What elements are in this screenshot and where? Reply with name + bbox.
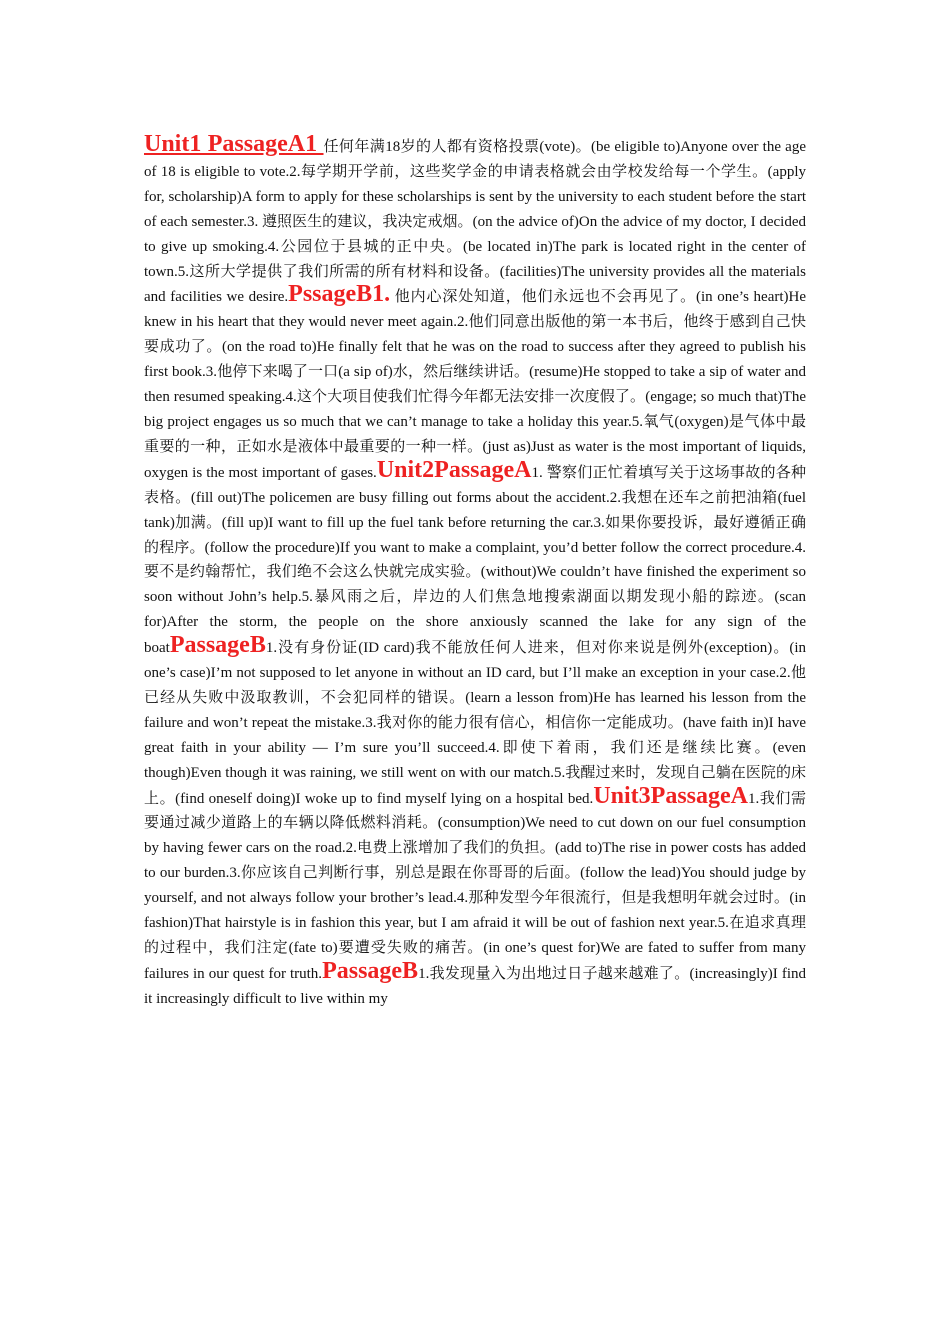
paragraph-unit1-a1: 任何年满18岁的人都有资格投票(vote)。(be eligible to)Anyone over the age of 18 is eligible to vote.2.每学期开学前，这些奖学金的申请表格就会由学校发给每一个学生。(apply for, scholarship)A form to apply for these scholarships is sent by the university to each student before the start of each semester.3. 遵照医生的建议，我决定戒烟。(on the advice of)On the advice of my doctor, I decided to give up smoking.4.公园位于县城的正中央。(be located in)The park is located right in the center of town.5.这所大学提供了我们所需的所有材料和设备。(facilities)The university provides all the materials and facilities we desire. <box>144 139 806 306</box>
paragraph-unit1-b1: 他内心深处知道，他们永远也不会再见了。(in one’s heart)He knew in his heart that they would never meet again.2.他们同意出版他的第一本书后，他终于感到自己快要成功了。(on the road to)He finally felt that he was on the road to success after they agreed to publish his first book.3.他停下来喝了一口(a sip of)水，然后继续讲话。(resume)He stopped to take a sip of water and then resumed speaking.4.这个大项目使我们忙得今年都无法安排一次度假了。(engage; so much that)The big project engages us so much that we can’t manage to take a holiday this year.5.氧气(oxygen)是气体中最重要的一种，正如水是液体中最重要的一种一样。(just as)Just as water is the most important of liquids, oxygen is the most important of gases. <box>144 289 806 481</box>
heading-unit1-passage-a1: Unit1 PassageA1 <box>144 131 324 157</box>
paragraph-unit3-b: 1.我发现量入为出地过日子越来越难了。(increasingly)I find it increasingly difficult to live within my <box>144 965 806 1007</box>
heading-unit3-passage-a: Unit3PassageA <box>593 782 748 809</box>
heading-unit3-passage-b: PassageB <box>322 957 419 984</box>
paragraph-unit3-a: 1.我们需要通过减少道路上的车辆以降低燃料消耗。(consumption)We need to cut down on our fuel consumption by having fewer cars on the road.2.电费上涨增加了我们的负担。(add to)The rise in power costs has added to our burden.3.你应该自己判断行事，别总是跟在你哥哥的后面。(follow the lead)You should judge by yourself, and not always follow your brother’s lead.4.那种发型今年很流行，但是我想明年就会过时。(in fashion)That hairstyle is in fashion this year, but I am afraid it will be out of fashion next year.5.在追求真理的过程中，我们注定(fate to)要遭受失败的痛苦。(in one’s quest for)We are fated to suffer from many failures in our quest for truth. <box>144 790 806 982</box>
paragraph-unit2-a: 1. 警察们正忙着填写关于这场事故的各种表格。(fill out)The policemen are busy filling out forms about the accident.2.我想在还车之前把油箱(fuel tank)加满。(fill up)I want to fill up the fuel tank before returning the car.3.如果你要投诉，最好遵循正确的程序。(follow the procedure)If you want to make a complaint, you’d better follow the correct procedure.4.要不是约翰帮忙，我们绝不会这么快就完成实验。(without)We couldn’t have finished the experiment so soon without John’s help.5.暴风雨之后，岸边的人们焦急地搜索湖面以期发现小船的踪迹。(scan for)After the storm, the people on the shore anxiously scanned the lake for any sign of the boat <box>144 464 806 657</box>
document-body <box>144 131 806 1012</box>
paragraph-unit2-b: 1.没有身份证(ID card)我不能放任何人进来，但对你来说是例外(exception)。(in one’s case)I’m not supposed to let anyone in without an ID card, but I’ll make an exception in your case.2.他已经从失败中汲取教训，不会犯同样的错误。(learn a lesson from)He has learned his lesson from the failure and won’t repeat the mistake.3.我对你的能力很有信心，相信你一定能成功。(have faith in)I have great faith in your ability — I’m sure you’ll succeed.4.即使下着雨，我们还是继续比赛。(even though)Even though it was raining, we still went on with our match.5.我醒过来时，发现自己躺在医院的床上。(find oneself doing)I woke up to find myself lying on a hospital bed. <box>144 640 806 807</box>
heading-unit1-passage-b1: PssageB1. <box>288 281 391 308</box>
heading-unit2-passage-b: PassageB <box>169 632 266 659</box>
heading-unit2-passage-a: Unit2PassageA <box>376 456 532 483</box>
